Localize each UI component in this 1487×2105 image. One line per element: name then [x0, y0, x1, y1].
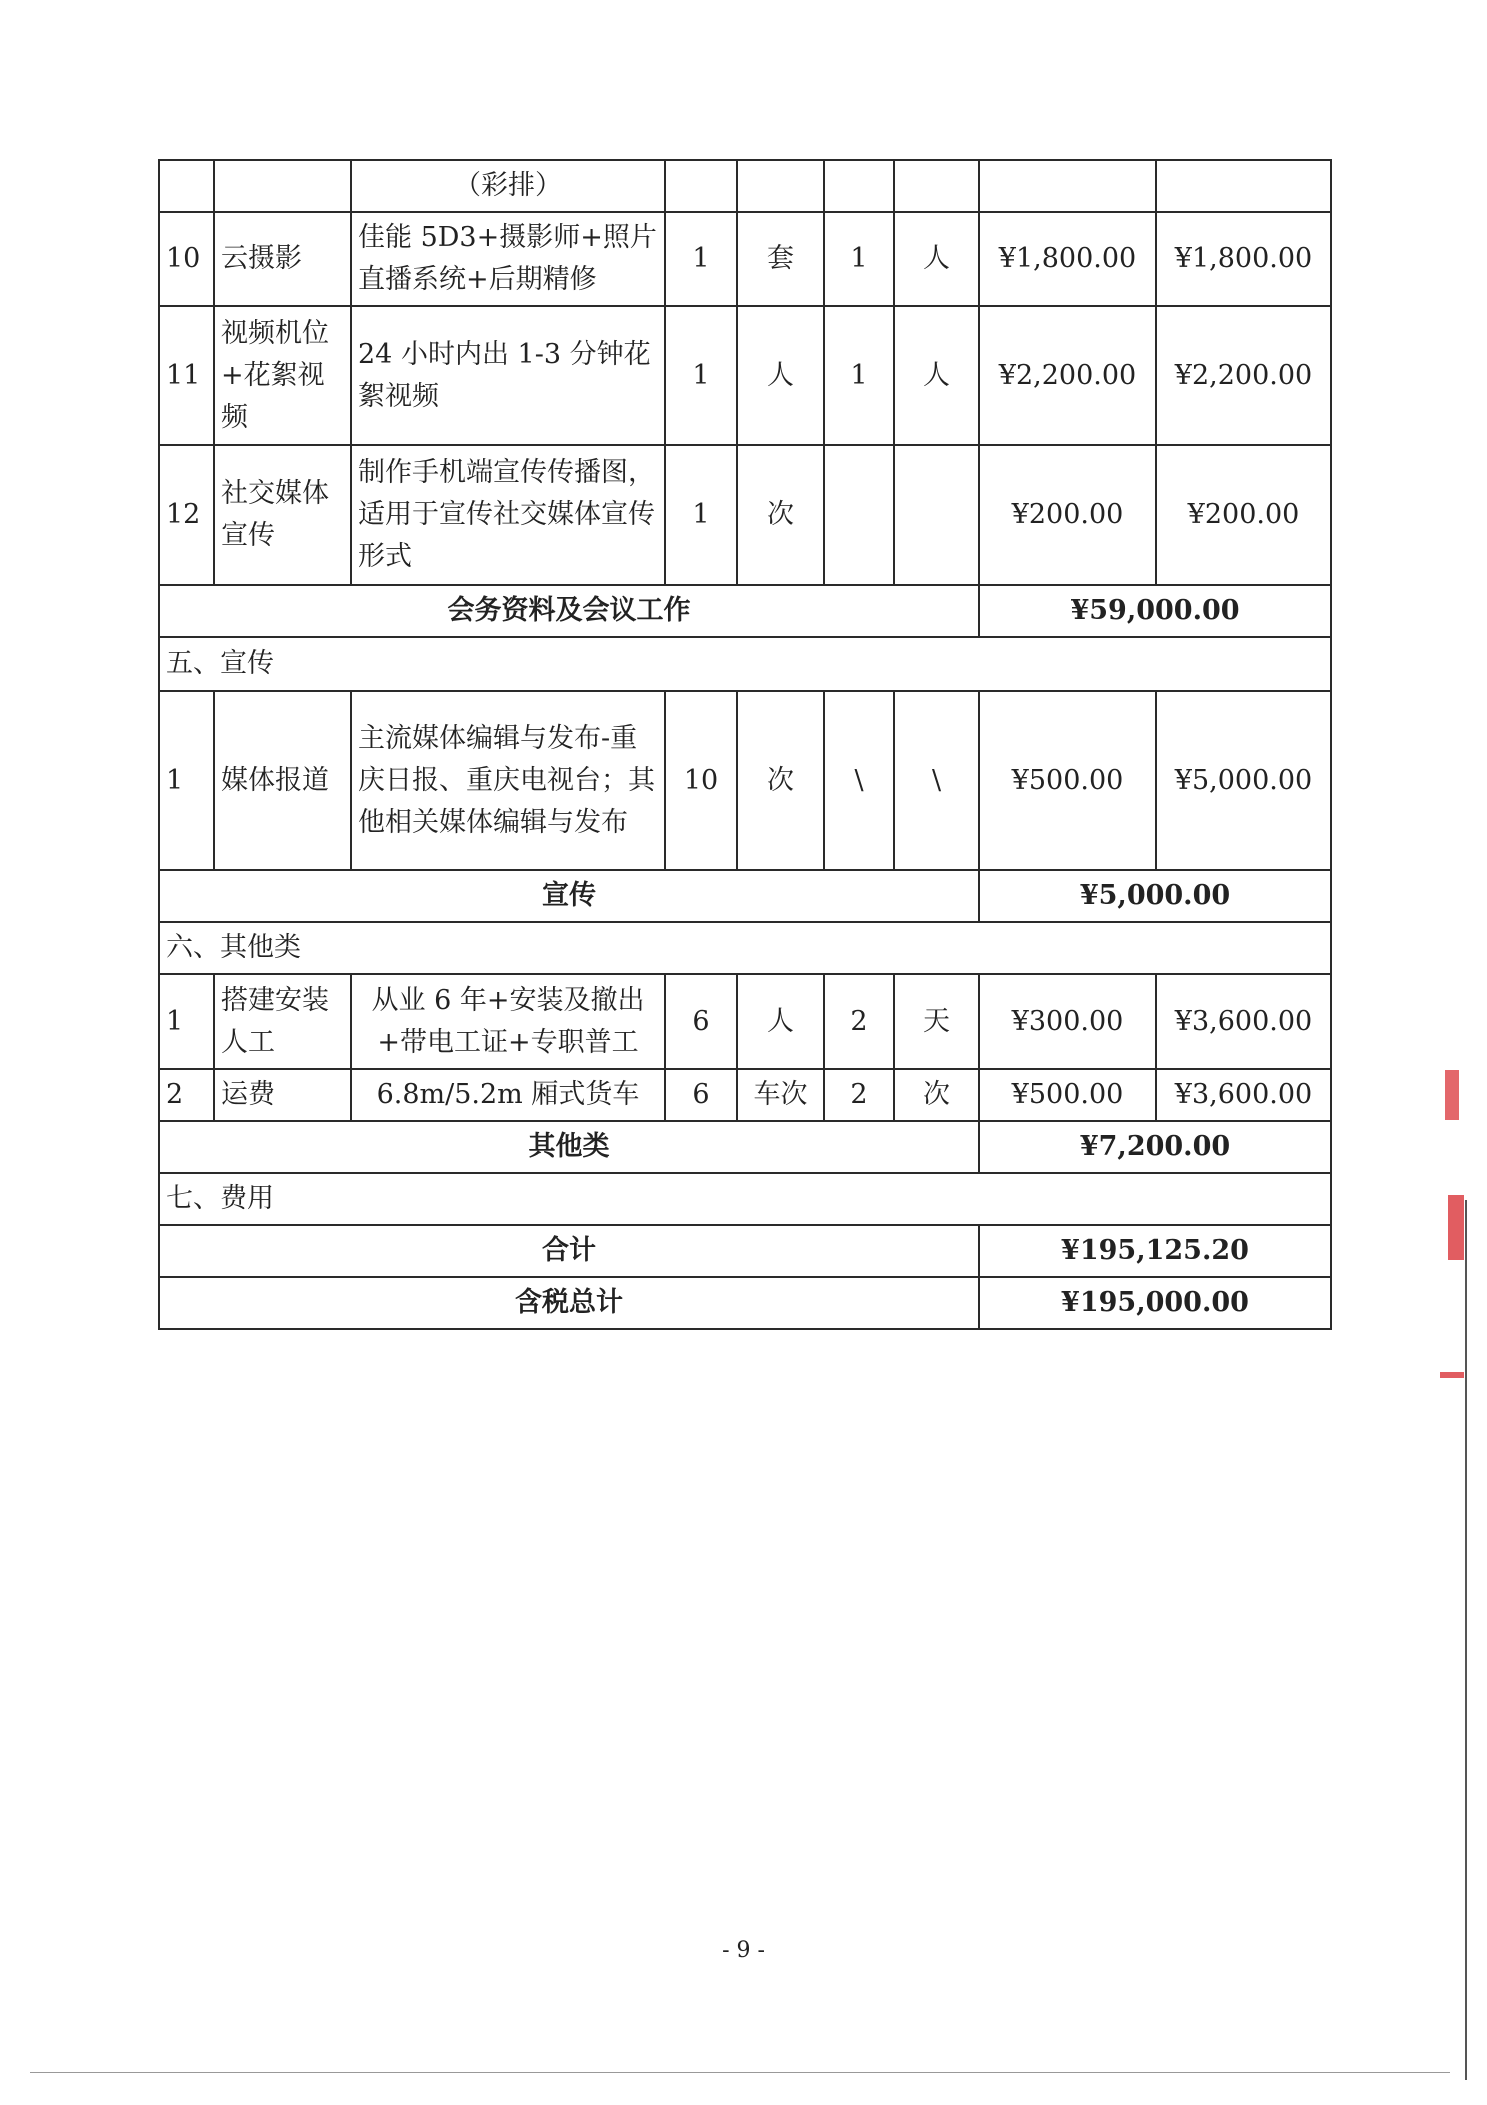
table-body: [159, 160, 1331, 1329]
item-quantity: 10: [665, 691, 737, 870]
item-count: \: [824, 691, 894, 870]
item-total: ¥5,000.00: [1156, 691, 1331, 870]
item-total: ¥200.00: [1156, 445, 1331, 585]
item-total: ¥3,600.00: [1156, 1069, 1331, 1121]
item-unit-price: [979, 160, 1156, 212]
item-name: 搭建安装人工: [214, 974, 351, 1069]
item-number: 12: [159, 445, 214, 585]
item-unit: [737, 160, 824, 212]
item-count-unit: \: [894, 691, 979, 870]
item-total: ¥2,200.00: [1156, 306, 1331, 445]
section-label: 五、宣传: [159, 637, 1331, 691]
subtotal-row: [159, 1225, 1331, 1277]
subtotal-label: 含税总计: [159, 1277, 979, 1329]
item-description: 佳能 5D3+摄影师+照片直播系统+后期精修: [351, 212, 665, 306]
subtotal-row: [159, 870, 1331, 922]
subtotal-amount: ¥195,125.20: [979, 1225, 1331, 1277]
page-number: - 9 -: [722, 1938, 765, 1963]
item-description: 6.8m/5.2m 厢式货车: [351, 1069, 665, 1121]
item-name: 运费: [214, 1069, 351, 1121]
subtotal-amount: ¥7,200.00: [979, 1121, 1331, 1173]
item-unit-price: ¥300.00: [979, 974, 1156, 1069]
item-unit: 人: [737, 974, 824, 1069]
item-count: 1: [824, 306, 894, 445]
seal-fragment: [1448, 1195, 1464, 1260]
item-number: 1: [159, 691, 214, 870]
table-row: [159, 445, 1331, 585]
subtotal-label: 会务资料及会议工作: [159, 585, 979, 637]
item-number: 1: [159, 974, 214, 1069]
subtotal-row: [159, 1277, 1331, 1329]
item-quantity: 6: [665, 974, 737, 1069]
section-header-row: [159, 922, 1331, 974]
item-count: 2: [824, 1069, 894, 1121]
item-unit: 次: [737, 691, 824, 870]
item-quantity: [665, 160, 737, 212]
item-description: 制作手机端宣传传播图，适用于宣传社交媒体宣传形式: [351, 445, 665, 585]
table-row: [159, 306, 1331, 445]
item-name: 云摄影: [214, 212, 351, 306]
item-name: [214, 160, 351, 212]
item-count: [824, 160, 894, 212]
subtotal-row: [159, 585, 1331, 637]
subtotal-amount: ¥5,000.00: [979, 870, 1331, 922]
table-row: [159, 160, 1331, 212]
subtotal-amount: ¥59,000.00: [979, 585, 1331, 637]
table-row: [159, 691, 1331, 870]
item-unit-price: ¥2,200.00: [979, 306, 1156, 445]
item-unit-price: ¥1,800.00: [979, 212, 1156, 306]
item-number: 11: [159, 306, 214, 445]
item-name: 视频机位+花絮视频: [214, 306, 351, 445]
item-count-unit: [894, 160, 979, 212]
item-unit-price: ¥500.00: [979, 1069, 1156, 1121]
section-label: 七、费用: [159, 1173, 1331, 1225]
item-unit: 次: [737, 445, 824, 585]
item-quantity: 1: [665, 212, 737, 306]
item-count-unit: 人: [894, 306, 979, 445]
item-description: 24 小时内出 1-3 分钟花絮视频: [351, 306, 665, 445]
subtotal-label: 宣传: [159, 870, 979, 922]
item-number: 10: [159, 212, 214, 306]
item-count: 2: [824, 974, 894, 1069]
table-row: [159, 212, 1331, 306]
item-count-unit: 次: [894, 1069, 979, 1121]
item-unit: 车次: [737, 1069, 824, 1121]
item-description: 主流媒体编辑与发布-重庆日报、重庆电视台；其他相关媒体编辑与发布: [351, 691, 665, 870]
item-name: 媒体报道: [214, 691, 351, 870]
table-row: [159, 1069, 1331, 1121]
item-description: 从业 6 年+安装及撤出+带电工证+专职普工: [351, 974, 665, 1069]
section-header-row: [159, 1173, 1331, 1225]
scan-border-line: [1465, 1200, 1467, 2080]
seal-fragment: [1445, 1070, 1459, 1120]
section-label: 六、其他类: [159, 922, 1331, 974]
item-count: [824, 445, 894, 585]
quotation-table: [158, 159, 1332, 1330]
subtotal-amount: ¥195,000.00: [979, 1277, 1331, 1329]
item-number: [159, 160, 214, 212]
scan-bottom-line: [30, 2072, 1450, 2073]
item-quantity: 6: [665, 1069, 737, 1121]
item-total: ¥3,600.00: [1156, 974, 1331, 1069]
item-unit-price: ¥500.00: [979, 691, 1156, 870]
subtotal-label: 合计: [159, 1225, 979, 1277]
item-count-unit: 人: [894, 212, 979, 306]
item-description: （彩排）: [351, 160, 665, 212]
item-count-unit: [894, 445, 979, 585]
item-name: 社交媒体宣传: [214, 445, 351, 585]
item-unit: 人: [737, 306, 824, 445]
item-unit-price: ¥200.00: [979, 445, 1156, 585]
item-quantity: 1: [665, 306, 737, 445]
item-quantity: 1: [665, 445, 737, 585]
item-unit: 套: [737, 212, 824, 306]
item-number: 2: [159, 1069, 214, 1121]
seal-fragment: [1440, 1372, 1464, 1378]
subtotal-label: 其他类: [159, 1121, 979, 1173]
item-total: ¥1,800.00: [1156, 212, 1331, 306]
section-header-row: [159, 637, 1331, 691]
item-total: [1156, 160, 1331, 212]
subtotal-row: [159, 1121, 1331, 1173]
item-count-unit: 天: [894, 974, 979, 1069]
table-row: [159, 974, 1331, 1069]
item-count: 1: [824, 212, 894, 306]
